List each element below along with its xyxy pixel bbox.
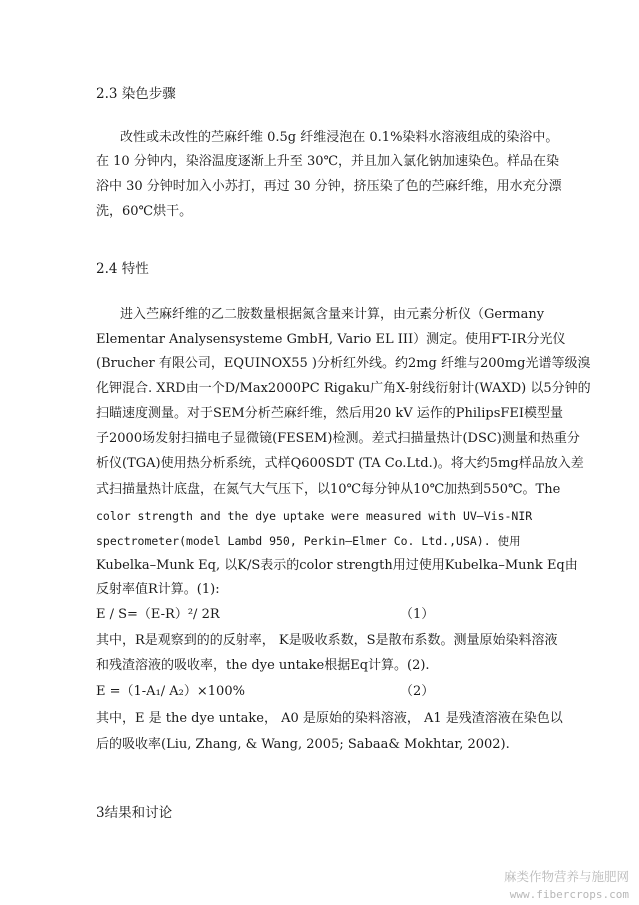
paragraph-line: 进入苎麻纤维的乙二胺数量根据氮含量来计算，由元素分析仪（Germany — [120, 307, 545, 322]
section-2-3-title: 2.3 染色步骤 — [96, 86, 176, 102]
paragraph-line: spectrometer(model Lambd 950, Perkin–Elmer Co. Ltd.,USA). 使用 — [96, 534, 521, 548]
watermark-url: www.fibercrops.com — [509, 888, 629, 901]
paragraph-line: 扫瞄速度测量。对于SEM分析苎麻纤维，然后用20 kV 运作的PhilipsFEI模型量 — [96, 406, 564, 421]
paragraph-line: 其中，E 是 the dye untake， A0 是原始的染料溶液， A1 是残渣溶液在染色以 — [96, 711, 563, 726]
paragraph-line: 在 10 分钟内，染浴温度逐渐上升至 30℃，并且加入氯化钠加速染色。样品在染 — [96, 154, 560, 169]
equation-1: E / S=（E-R）²/ 2R — [96, 607, 220, 622]
paragraph-line: Kubelka–Munk Eq, 以K/S表示的color strength用过使用Kubelka–Munk Eq由 — [96, 558, 578, 573]
paragraph-line: 析仪(TGA)使用热分析系统，式样Q600SDT (TA Co.Ltd.)。将大约5mg样品放入差 — [96, 456, 584, 471]
watermark-text: 麻类作物营养与施肥网 — [503, 869, 629, 884]
paragraph-line: 和残渣溶液的吸收率，the dye untake根据Eq计算。(2). — [96, 658, 430, 673]
paragraph-line: (Brucher 有限公司，EQUINOX55 )分析红外线。约2mg 纤维与200mg光谱等级溴 — [96, 356, 591, 371]
section-3-title: 3结果和讨论 — [96, 805, 173, 821]
paragraph-line: 化钾混合. XRD由一个D/Max2000PC Rigaku广角X-射线衍射计(WAXD) 以5分钟的 — [96, 381, 591, 396]
equation-1-number: （1） — [400, 607, 435, 622]
paragraph-line: 子2000场发射扫描电子显微镜(FESEM)检测。差式扫描量热计(DSC)测量和热重分 — [96, 431, 580, 446]
paragraph-line: 其中，R是观察到的的反射率， K是吸收系数，S是散布系数。测量原始染料溶液 — [96, 633, 558, 648]
equation-2: E =（1-A₁/ A₂）×100% — [96, 684, 245, 699]
equation-2-number: （2） — [400, 684, 435, 699]
paragraph-line: 改性或未改性的苎麻纤维 0.5g 纤维浸泡在 0.1%染料水溶液组成的染浴中。 — [120, 130, 559, 145]
paragraph-line: 洗，60℃烘干。 — [96, 204, 193, 219]
paragraph-line: 式扫描量热计底盘，在氮气大气压下，以10℃每分钟从10℃加热到550℃。The — [96, 482, 561, 497]
paragraph-line: 浴中 30 分钟时加入小苏打，再过 30 分钟，挤压染了色的苎麻纤维，用水充分漂 — [96, 179, 562, 194]
paragraph-line: color strength and the dye uptake were measured with UV–Vis-NIR — [96, 509, 533, 523]
paragraph-line: 后的吸收率(Liu, Zhang, & Wang, 2005; Sabaa& Mokhtar, 2002). — [96, 737, 510, 752]
section-2-4-title: 2.4 特性 — [96, 261, 149, 277]
paragraph-line: 反射率值R计算。(1): — [96, 582, 220, 597]
paragraph-line: Elementar Analysensysteme GmbH, Vario EL III）测定。使用FT-IR分光仪 — [96, 332, 566, 347]
